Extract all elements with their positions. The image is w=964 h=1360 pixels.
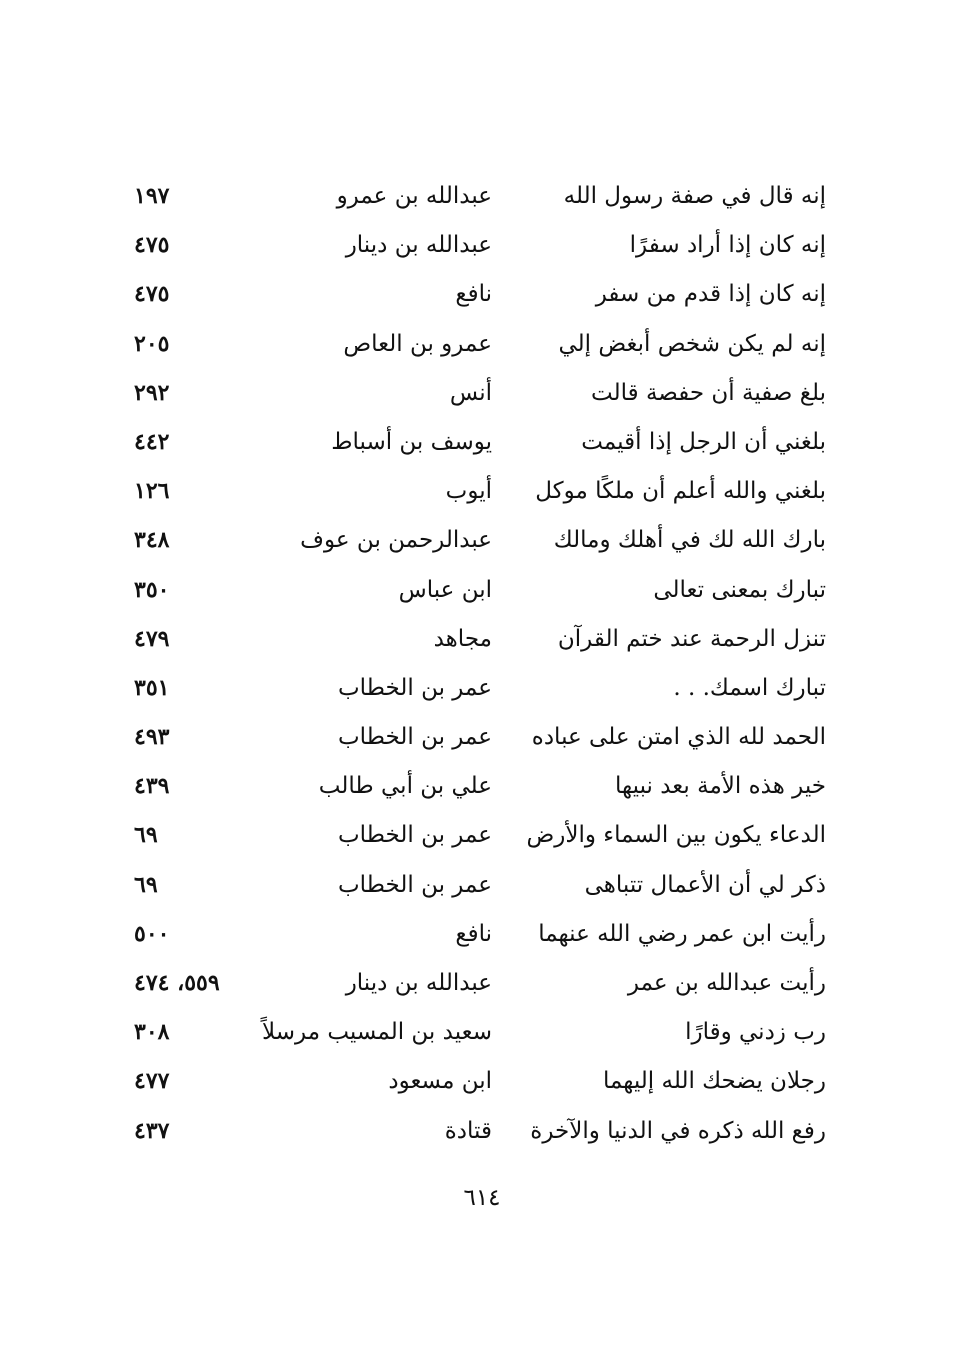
hadith-text: إنه لم يكن شخص أبغض إلي [558,330,826,357]
narrator-name: قتادة [444,1117,492,1144]
hadith-text: تبارك بمعنى تعالى [653,576,826,603]
page-reference: ٤٤٢ [134,428,170,455]
hadith-text: خير هذه الأمة بعد نبيها [615,773,826,800]
hadith-text: تنزل الرحمة عند ختم القرآن [557,625,826,652]
narrator-name: أنس [449,379,492,406]
narrator-name: يوسف بن أسباط [331,428,492,455]
narrator-name: عمر بن الخطاب [337,724,492,751]
hadith-text: تبارك اسمك. . . [673,674,826,701]
page-reference: ٥٥٩، ٤٧٤ [134,970,220,996]
narrator-name: عبدالله بن دينار [345,232,492,259]
index-row [0,566,964,615]
hadith-text: رب زدني وقارًا [685,1019,826,1046]
hadith-text: بلغني أن الرجل إذا أقيمت [581,428,826,455]
page-reference: ٤٧٩ [134,625,170,652]
page-reference: ٦٩ [134,871,158,898]
narrator-name: ابن مسعود [388,1068,492,1095]
narrator-name: أيوب [445,478,492,505]
page-reference: ٣٥٠ [134,576,170,603]
index-row [0,467,964,516]
index-row [0,664,964,713]
narrator-name: عبدالرحمن بن عوف [300,527,492,554]
hadith-text: رأيت عبدالله بن عمر [627,970,826,996]
narrator-name: ابن عباس [398,576,492,603]
page-reference: ٤٣٧ [134,1117,170,1144]
narrator-name: عمر بن الخطاب [337,871,492,898]
index-row [0,418,964,467]
hadith-text: ذكر لي أن الأعمال تتباهى [584,871,826,898]
hadith-text: إنه قال في صفة رسول الله [563,183,826,209]
narrator-name: عمرو بن العاص [343,330,492,357]
narrator-name: مجاهد [433,625,492,652]
hadith-text: بلغ صفية أن حفصة قالت [591,379,826,406]
hadith-text: الدعاء يكون بين السماء والأرض [526,822,826,849]
page-reference: ٢٩٢ [134,379,170,406]
hadith-text: بلغني والله أعلم أن ملكًا موكل [535,478,826,505]
index-row [0,615,964,664]
index-row [0,270,964,319]
index-table [0,172,964,1156]
hadith-text: رجلان يضحك الله إليهما [602,1068,826,1095]
page-reference: ٣٤٨ [134,527,170,554]
page-reference: ٥٠٠ [134,920,170,947]
page-reference: ١٢٦ [134,478,170,505]
page-reference: ٤٣٩ [134,773,170,800]
page-reference: ٢٠٥ [134,330,170,357]
index-row [0,221,964,270]
index-row [0,320,964,369]
page-reference: ٤٧٥ [134,281,170,308]
index-row [0,959,964,1008]
index-row [0,369,964,418]
hadith-text: رأيت ابن عمر رضي الله عنهما [538,920,826,947]
index-row [0,861,964,910]
page-reference: ٤٩٣ [134,724,170,751]
narrator-name: عبدالله بن دينار [345,970,492,996]
index-row [0,762,964,811]
narrator-name: عمر بن الخطاب [337,822,492,849]
narrator-name: نافع [455,920,492,947]
index-row [0,1057,964,1106]
index-row [0,172,964,221]
narrator-name: عبدالله بن عمرو [336,183,492,209]
hadith-text: بارك الله لك في أهلك ومالك [553,527,826,554]
page-reference: ١٩٧ [134,183,170,209]
page-reference: ٦٩ [134,822,158,849]
hadith-text: إنه كان إذا قدم من سفر [595,281,826,308]
hadith-text: إنه كان إذا أراد سفرًا [629,232,826,259]
hadith-text: الحمد لله الذي امتن على عباده [531,724,826,751]
hadith-text: رفع الله ذكره في الدنيا والآخرة [530,1117,826,1144]
index-row [0,1107,964,1156]
index-row [0,910,964,959]
narrator-name: علي بن أبي طالب [318,773,492,800]
page-reference: ٣٥١ [134,674,170,701]
index-row [0,516,964,565]
narrator-name: نافع [455,281,492,308]
page-reference: ٤٧٧ [134,1068,170,1095]
page-reference: ٤٧٥ [134,232,170,259]
page-reference: ٣٠٨ [134,1019,170,1046]
index-row [0,713,964,762]
index-row [0,1008,964,1057]
page-number: ٦١٤ [463,1185,501,1211]
narrator-name: عمر بن الخطاب [337,674,492,701]
narrator-name: سعيد بن المسيب مرسلاً [262,1019,492,1046]
index-row [0,811,964,860]
